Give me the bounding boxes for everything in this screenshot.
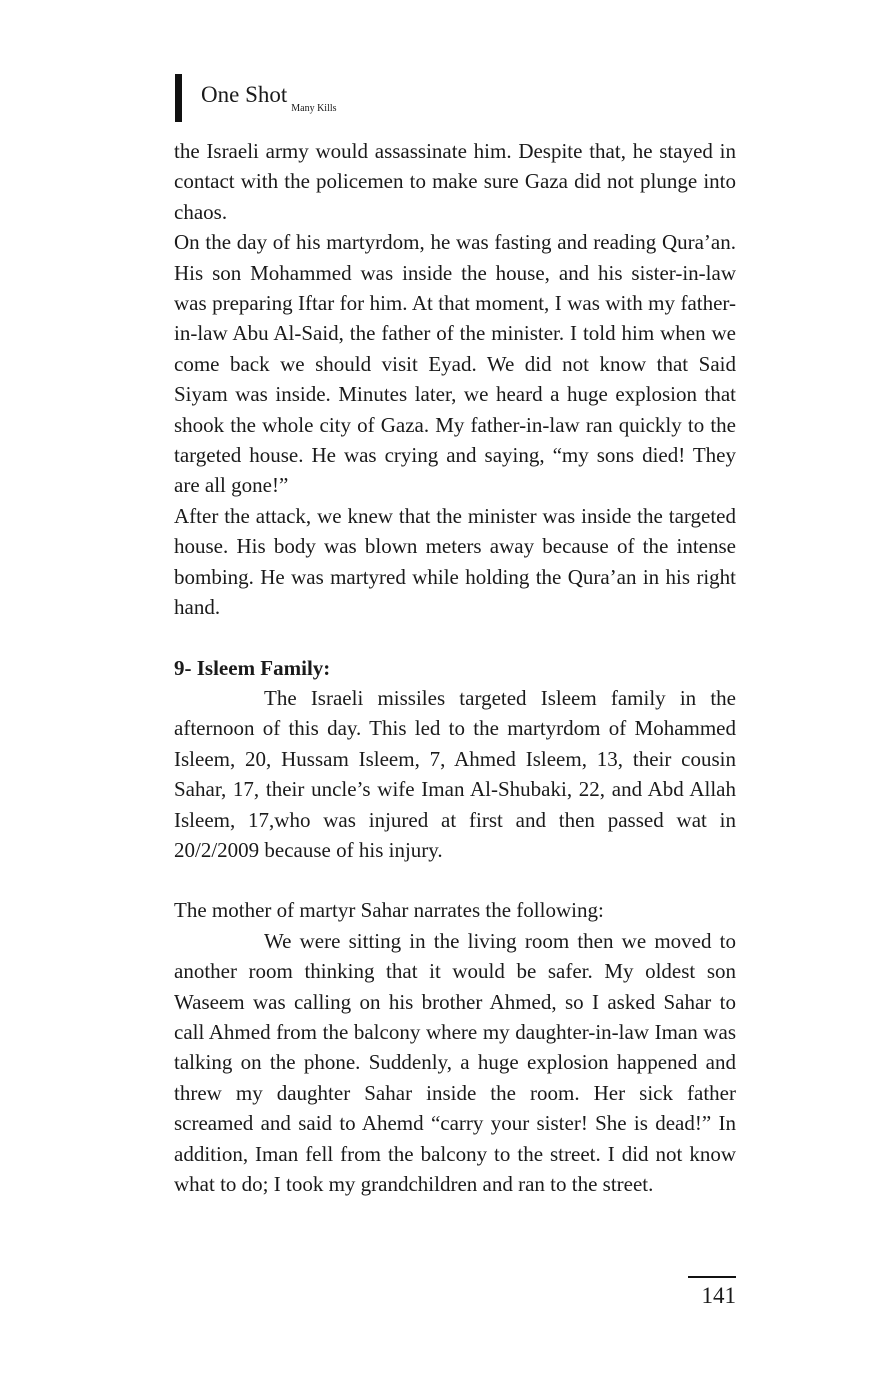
paragraph-6: We were sitting in the living room then we moved to another room thinking that it would be safer. My oldest son Waseem was calling on his brother Ahmed, so I asked Sahar to call Ahmed from the balcony where my daughter-in-law Iman was talking on the phone. Suddenly, a huge explosion happened and threw my daughter Sahar inside the room. Her sick father screamed and said to Ahemd “carry your sister! She is dead!” In addition, Iman fell from the balcony to the street. I did not know what to do; I took my grandchildren and ran to the street. [174, 928, 736, 1196]
header-bar [175, 74, 182, 122]
book-subtitle: Many Kills [291, 103, 337, 114]
paragraph-3: After the attack, we knew that the minister was inside the targeted house. His body was blown meters away because of the intense bombing. He was martyred while holding the Qura’an in his right hand. [174, 503, 736, 620]
paragraph-2: On the day of his martyrdom, he was fasting and reading Qura’an. His son Mohammed was inside the house, and his sister-in-law was preparing Iftar for him. At that moment, I was with my father-in-law Abu Al-Said, the father of the minister. I told him when we come back we should visit Eyad. We did not know that Said Siyam was inside. Minutes later, we heard a huge explosion that shook the whole city of Gaza. My father-in-law ran quickly to the targeted house. He was crying and saying, “my sons died! They are all gone!” [174, 230, 736, 498]
page-number-rule [688, 1276, 736, 1278]
page-number: 141 [701, 1283, 736, 1308]
paragraph-1: the Israeli army would assassinate him. Despite that, he stayed in contact with the policemen to make sure Gaza did not plunge into chaos. [174, 139, 736, 224]
paragraph-4: The Israeli missiles targeted Isleem family in the afternoon of this day. This led to the martyrdom of Mohammed Isleem, 20, Hussam Isleem, 7, Ahmed Isleem, 13, their cousin Sahar, 17, their uncle’s wife Iman Al-Shubaki, 22, and Abd Allah Isleem, 17,who was injured at first and then passed wat in 20/2/2009 because of his injury. [174, 685, 736, 862]
running-header [175, 74, 337, 122]
page-body [174, 136, 736, 1199]
book-title: One Shot [201, 82, 288, 107]
section-heading: 9- Isleem Family: [174, 655, 331, 680]
spacer [174, 865, 736, 895]
spacer [174, 623, 736, 653]
paragraph-5: The mother of martyr Sahar narrates the following: [174, 898, 604, 923]
